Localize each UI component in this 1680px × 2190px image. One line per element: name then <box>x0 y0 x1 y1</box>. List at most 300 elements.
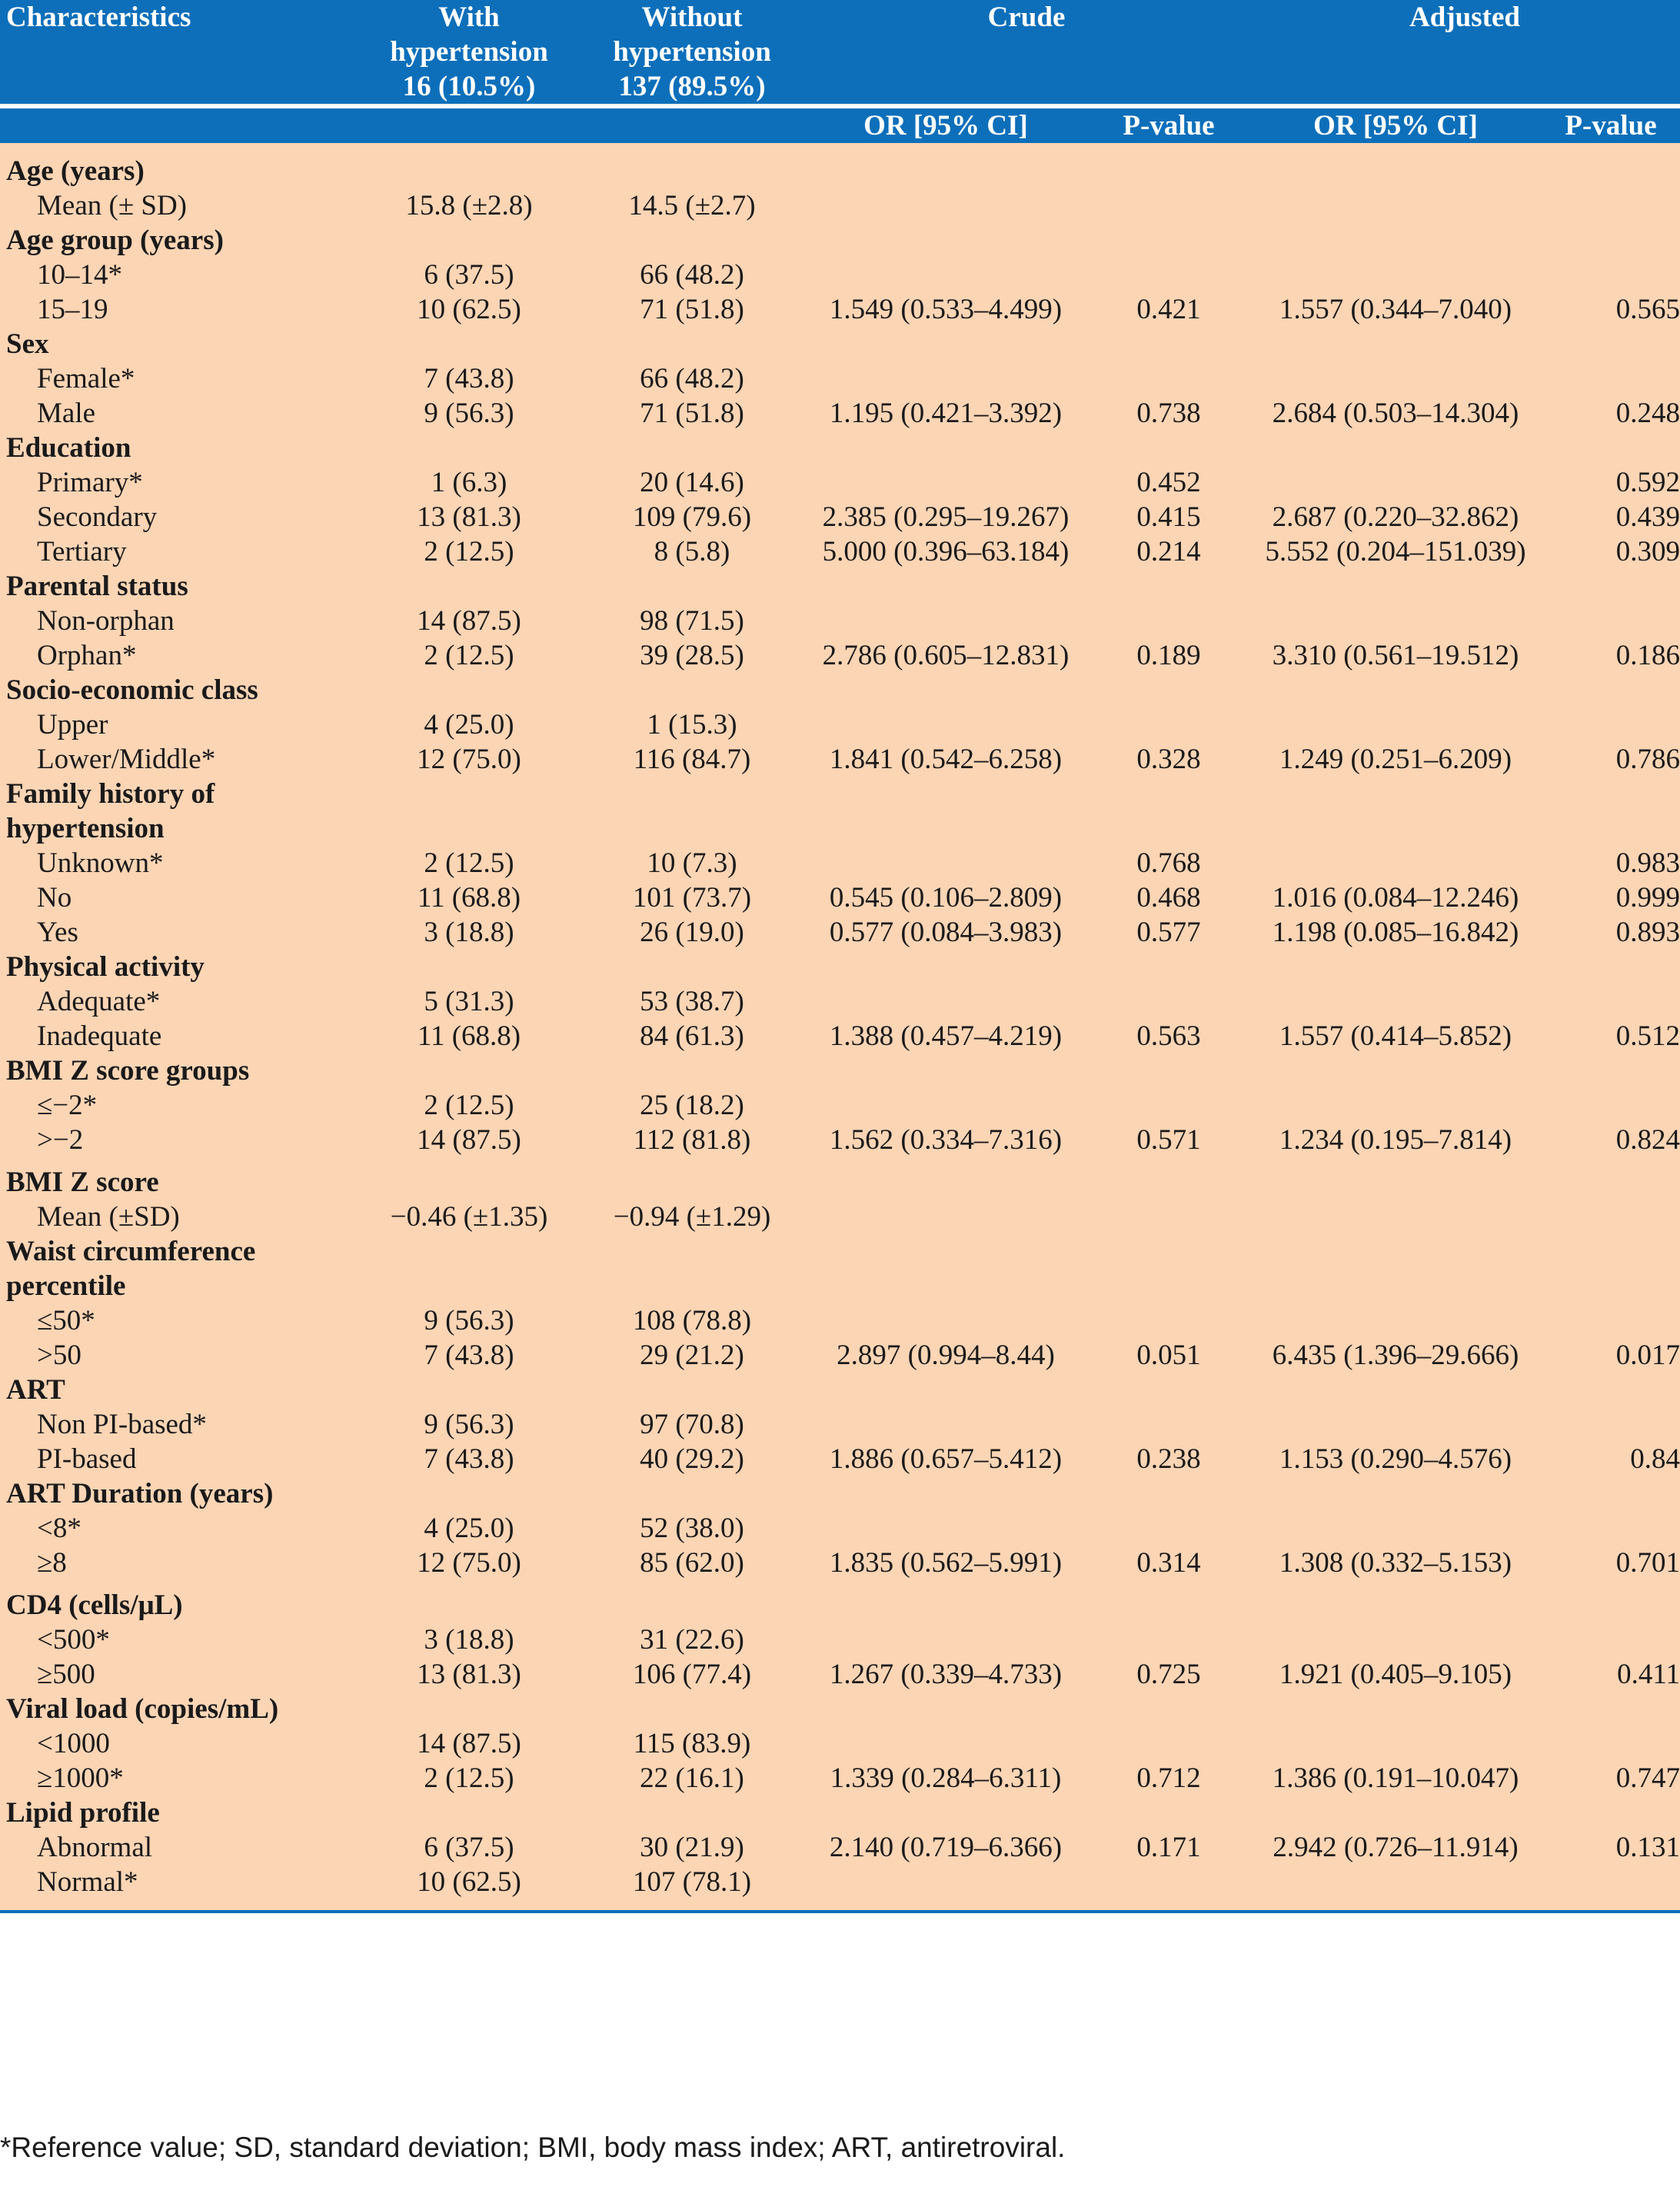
group-heading: Socio-economic class <box>0 673 1680 707</box>
crude-p-cell: 0.238 <box>1088 1442 1249 1476</box>
table-row <box>0 742 1680 777</box>
table-row <box>0 465 1680 500</box>
adjusted-or-cell: 1.016 (0.084–12.246) <box>1249 880 1542 915</box>
table-row <box>0 1865 1680 1899</box>
adjusted-p-cell <box>1542 1623 1680 1657</box>
adjusted-p-cell <box>1542 604 1680 638</box>
adjusted-p-cell <box>1542 1303 1680 1338</box>
adjusted-or-cell: 1.234 (0.195–7.814) <box>1249 1123 1542 1157</box>
group-heading-row <box>0 1692 1680 1726</box>
crude-or-cell <box>803 984 1088 1019</box>
adjusted-or-cell <box>1249 1200 1542 1234</box>
group-heading: hypertension <box>0 811 1680 846</box>
adjusted-or-cell <box>1249 1865 1542 1899</box>
crude-or-cell <box>803 1303 1088 1338</box>
without-hypertension-cell: 66 (48.2) <box>581 361 803 396</box>
table-row <box>0 984 1680 1019</box>
adjusted-or-cell: 3.310 (0.561–19.512) <box>1249 638 1542 673</box>
adjusted-or-cell <box>1249 1407 1542 1442</box>
with-hypertension-cell: 14 (87.5) <box>358 1726 581 1761</box>
row-label: No <box>0 880 358 915</box>
table-row <box>0 1407 1680 1442</box>
without-hypertension-cell: 22 (16.1) <box>581 1761 803 1796</box>
header-adjusted-p: P-value <box>1542 108 1680 143</box>
group-heading: Waist circumference <box>0 1234 1680 1269</box>
without-hypertension-cell: 1 (15.3) <box>581 707 803 742</box>
group-heading: ART <box>0 1373 1680 1407</box>
crude-p-cell: 0.051 <box>1088 1338 1249 1373</box>
with-hypertension-cell: 15.8 (±2.8) <box>358 188 581 223</box>
group-heading: Lipid profile <box>0 1796 1680 1830</box>
table-row <box>0 1546 1680 1580</box>
group-heading: Education <box>0 431 1680 465</box>
with-hypertension-cell: 2 (12.5) <box>358 638 581 673</box>
group-heading: percentile <box>0 1269 1680 1303</box>
adjusted-or-cell <box>1249 1088 1542 1123</box>
crude-or-cell: 1.388 (0.457–4.219) <box>803 1019 1088 1053</box>
crude-or-cell <box>803 465 1088 500</box>
row-label: <1000 <box>0 1726 358 1761</box>
group-heading: Viral load (copies/mL) <box>0 1692 1680 1726</box>
crude-p-cell: 0.577 <box>1088 915 1249 950</box>
with-hypertension-cell: −0.46 (±1.35) <box>358 1200 581 1234</box>
without-hypertension-cell: 109 (79.6) <box>581 500 803 534</box>
adjusted-p-cell <box>1542 258 1680 292</box>
crude-or-cell: 2.897 (0.994–8.44) <box>803 1338 1088 1373</box>
table-row <box>0 1761 1680 1796</box>
crude-p-cell: 0.328 <box>1088 742 1249 777</box>
row-label: Normal* <box>0 1865 358 1899</box>
with-hypertension-cell: 11 (68.8) <box>358 1019 581 1053</box>
with-hypertension-cell: 2 (12.5) <box>358 1088 581 1123</box>
row-label: Upper <box>0 707 358 742</box>
adjusted-or-cell <box>1249 361 1542 396</box>
without-hypertension-cell: 84 (61.3) <box>581 1019 803 1053</box>
crude-p-cell: 0.725 <box>1088 1657 1249 1692</box>
with-hypertension-cell: 2 (12.5) <box>358 1761 581 1796</box>
crude-p-cell <box>1088 1865 1249 1899</box>
with-hypertension-cell: 3 (18.8) <box>358 1623 581 1657</box>
group-heading: BMI Z score groups <box>0 1053 1680 1088</box>
adjusted-or-cell <box>1249 707 1542 742</box>
crude-or-cell: 1.835 (0.562–5.991) <box>803 1546 1088 1580</box>
adjusted-p-cell: 0.747 <box>1542 1761 1680 1796</box>
table-row <box>0 638 1680 673</box>
adjusted-p-cell: 0.999 <box>1542 880 1680 915</box>
crude-p-cell: 0.768 <box>1088 846 1249 880</box>
without-hypertension-cell: 71 (51.8) <box>581 396 803 431</box>
without-hypertension-cell: 85 (62.0) <box>581 1546 803 1580</box>
header-adjusted: Adjusted <box>1249 0 1680 104</box>
crude-or-cell <box>803 1623 1088 1657</box>
adjusted-or-cell: 1.198 (0.085–16.842) <box>1249 915 1542 950</box>
crude-or-cell: 1.841 (0.542–6.258) <box>803 742 1088 777</box>
table-row <box>0 188 1680 223</box>
adjusted-or-cell: 2.684 (0.503–14.304) <box>1249 396 1542 431</box>
header-crude: Crude <box>803 0 1249 104</box>
header-sub-empty <box>358 108 581 143</box>
adjusted-p-cell <box>1542 1088 1680 1123</box>
crude-p-cell <box>1088 361 1249 396</box>
without-hypertension-cell: 66 (48.2) <box>581 258 803 292</box>
with-hypertension-cell: 2 (12.5) <box>358 846 581 880</box>
table-row <box>0 500 1680 534</box>
row-label: Secondary <box>0 500 358 534</box>
adjusted-or-cell <box>1249 188 1542 223</box>
adjusted-p-cell: 0.309 <box>1542 534 1680 569</box>
adjusted-p-cell <box>1542 1200 1680 1234</box>
table-row <box>0 534 1680 569</box>
group-heading: Age group (years) <box>0 223 1680 258</box>
adjusted-p-cell: 0.565 <box>1542 292 1680 327</box>
without-hypertension-cell: 101 (73.7) <box>581 880 803 915</box>
with-hypertension-cell: 11 (68.8) <box>358 880 581 915</box>
table-footnote: *Reference value; SD, standard deviation; BMI, body mass index; ART, antiretroviral. <box>0 2132 1066 2163</box>
adjusted-or-cell: 2.942 (0.726–11.914) <box>1249 1830 1542 1865</box>
row-label: ≥8 <box>0 1546 358 1580</box>
crude-or-cell: 1.195 (0.421–3.392) <box>803 396 1088 431</box>
crude-p-cell: 0.468 <box>1088 880 1249 915</box>
crude-p-cell: 0.314 <box>1088 1546 1249 1580</box>
without-hypertension-cell: 25 (18.2) <box>581 1088 803 1123</box>
with-hypertension-cell: 3 (18.8) <box>358 915 581 950</box>
crude-or-cell <box>803 1088 1088 1123</box>
with-hypertension-cell: 10 (62.5) <box>358 1865 581 1899</box>
row-label: Adequate* <box>0 984 358 1019</box>
without-hypertension-cell: 20 (14.6) <box>581 465 803 500</box>
row-label: Non PI-based* <box>0 1407 358 1442</box>
adjusted-or-cell: 6.435 (1.396–29.666) <box>1249 1338 1542 1373</box>
without-hypertension-cell: 26 (19.0) <box>581 915 803 950</box>
adjusted-or-cell <box>1249 258 1542 292</box>
header-row-main <box>0 0 1680 104</box>
with-hypertension-cell: 4 (25.0) <box>358 1511 581 1546</box>
row-label: Unknown* <box>0 846 358 880</box>
without-hypertension-cell: 112 (81.8) <box>581 1123 803 1157</box>
crude-p-cell: 0.189 <box>1088 638 1249 673</box>
row-label: Orphan* <box>0 638 358 673</box>
crude-p-cell: 0.738 <box>1088 396 1249 431</box>
row-label: 15–19 <box>0 292 358 327</box>
adjusted-or-cell: 1.153 (0.290–4.576) <box>1249 1442 1542 1476</box>
group-heading-row <box>0 431 1680 465</box>
with-hypertension-cell: 4 (25.0) <box>358 707 581 742</box>
crude-or-cell <box>803 846 1088 880</box>
rule-cell <box>0 1910 1680 1913</box>
row-label: ≤−2* <box>0 1088 358 1123</box>
group-heading-row <box>0 1157 1680 1200</box>
header-crude-p: P-value <box>1088 108 1249 143</box>
table-row <box>0 292 1680 327</box>
without-hypertension-cell: 108 (78.8) <box>581 1303 803 1338</box>
adjusted-p-cell <box>1542 1865 1680 1899</box>
without-hypertension-cell: 40 (29.2) <box>581 1442 803 1476</box>
crude-p-cell <box>1088 1623 1249 1657</box>
with-hypertension-cell: 14 (87.5) <box>358 1123 581 1157</box>
with-hypertension-cell: 1 (6.3) <box>358 465 581 500</box>
with-hypertension-cell: 10 (62.5) <box>358 292 581 327</box>
without-hypertension-cell: 71 (51.8) <box>581 292 803 327</box>
group-heading-row <box>0 1053 1680 1088</box>
table-row <box>0 361 1680 396</box>
table-row <box>0 1088 1680 1123</box>
with-hypertension-cell: 7 (43.8) <box>358 1442 581 1476</box>
adjusted-or-cell: 5.552 (0.204–151.039) <box>1249 534 1542 569</box>
table-row <box>0 396 1680 431</box>
adjusted-p-cell: 0.017 <box>1542 1338 1680 1373</box>
adjusted-p-cell: 0.786 <box>1542 742 1680 777</box>
table-row <box>0 707 1680 742</box>
with-hypertension-cell: 12 (75.0) <box>358 1546 581 1580</box>
group-heading-row <box>0 1269 1680 1303</box>
crude-or-cell <box>803 1407 1088 1442</box>
adjusted-or-cell <box>1249 984 1542 1019</box>
adjusted-p-cell: 0.512 <box>1542 1019 1680 1053</box>
crude-or-cell: 2.385 (0.295–19.267) <box>803 500 1088 534</box>
header-crude-or: OR [95% CI] <box>803 108 1088 143</box>
group-heading-row <box>0 811 1680 846</box>
with-hypertension-cell: 13 (81.3) <box>358 1657 581 1692</box>
crude-p-cell <box>1088 1200 1249 1234</box>
table-row <box>0 846 1680 880</box>
crude-p-cell <box>1088 188 1249 223</box>
crude-p-cell: 0.214 <box>1088 534 1249 569</box>
adjusted-p-cell: 0.701 <box>1542 1546 1680 1580</box>
header-with-line-2: hypertension <box>390 36 548 68</box>
row-label: Abnormal <box>0 1830 358 1865</box>
adjusted-or-cell <box>1249 1511 1542 1546</box>
with-hypertension-cell: 7 (43.8) <box>358 361 581 396</box>
crude-or-cell <box>803 707 1088 742</box>
row-label: Mean (± SD) <box>0 188 358 223</box>
without-hypertension-cell: 52 (38.0) <box>581 1511 803 1546</box>
header-row-sub <box>0 108 1680 143</box>
header-without-line-2: hypertension <box>613 36 771 68</box>
with-hypertension-cell: 9 (56.3) <box>358 1407 581 1442</box>
crude-or-cell <box>803 361 1088 396</box>
group-heading-row <box>0 1580 1680 1623</box>
row-label: PI-based <box>0 1442 358 1476</box>
spacer-cell <box>0 1899 1680 1910</box>
group-heading-row <box>0 1373 1680 1407</box>
group-heading-row <box>0 1476 1680 1511</box>
header-with-line-1: With <box>438 2 500 33</box>
table-row <box>0 1123 1680 1157</box>
crude-p-cell <box>1088 1407 1249 1442</box>
crude-p-cell <box>1088 258 1249 292</box>
adjusted-or-cell <box>1249 846 1542 880</box>
with-hypertension-cell: 5 (31.3) <box>358 984 581 1019</box>
group-heading-row <box>0 154 1680 188</box>
adjusted-p-cell <box>1542 1407 1680 1442</box>
adjusted-or-cell: 1.308 (0.332–5.153) <box>1249 1546 1542 1580</box>
row-label: Lower/Middle* <box>0 742 358 777</box>
crude-p-cell: 0.415 <box>1088 500 1249 534</box>
row-label: Male <box>0 396 358 431</box>
table-row <box>0 1303 1680 1338</box>
header-adjusted-or: OR [95% CI] <box>1249 108 1542 143</box>
crude-or-cell <box>803 1200 1088 1234</box>
table-row <box>0 1511 1680 1546</box>
group-heading-row <box>0 327 1680 361</box>
row-label: Non-orphan <box>0 604 358 638</box>
adjusted-p-cell: 0.248 <box>1542 396 1680 431</box>
header-characteristics: Characteristics <box>0 0 358 104</box>
crude-or-cell <box>803 604 1088 638</box>
crude-or-cell <box>803 1726 1088 1761</box>
crude-or-cell: 5.000 (0.396–63.184) <box>803 534 1088 569</box>
table-row <box>0 880 1680 915</box>
with-hypertension-cell: 12 (75.0) <box>358 742 581 777</box>
spacer-cell <box>0 143 1680 154</box>
adjusted-or-cell <box>1249 1623 1542 1657</box>
crude-p-cell: 0.171 <box>1088 1830 1249 1865</box>
adjusted-p-cell: 0.131 <box>1542 1830 1680 1865</box>
row-label: Yes <box>0 915 358 950</box>
group-heading-row <box>0 569 1680 604</box>
adjusted-or-cell <box>1249 604 1542 638</box>
crude-p-cell: 0.421 <box>1088 292 1249 327</box>
crude-or-cell: 0.577 (0.084–3.983) <box>803 915 1088 950</box>
table-row <box>0 915 1680 950</box>
without-hypertension-cell: 8 (5.8) <box>581 534 803 569</box>
row-label: ≥1000* <box>0 1761 358 1796</box>
row-label: Primary* <box>0 465 358 500</box>
row-label: Mean (±SD) <box>0 1200 358 1234</box>
crude-p-cell <box>1088 1088 1249 1123</box>
without-hypertension-cell: 106 (77.4) <box>581 1657 803 1692</box>
row-label: >−2 <box>0 1123 358 1157</box>
adjusted-or-cell <box>1249 465 1542 500</box>
header-without-line-3: 137 (89.5%) <box>618 71 766 102</box>
group-heading: BMI Z score <box>0 1157 1680 1200</box>
header-sub-empty <box>0 108 358 143</box>
adjusted-p-cell <box>1542 984 1680 1019</box>
crude-or-cell: 1.562 (0.334–7.316) <box>803 1123 1088 1157</box>
group-heading-row <box>0 777 1680 811</box>
adjusted-p-cell: 0.893 <box>1542 915 1680 950</box>
without-hypertension-cell: 107 (78.1) <box>581 1865 803 1899</box>
with-hypertension-cell: 6 (37.5) <box>358 1830 581 1865</box>
without-hypertension-cell: 29 (21.2) <box>581 1338 803 1373</box>
row-label: <500* <box>0 1623 358 1657</box>
adjusted-p-cell: 0.84 <box>1542 1442 1680 1476</box>
adjusted-or-cell: 1.921 (0.405–9.105) <box>1249 1657 1542 1692</box>
without-hypertension-cell: 14.5 (±2.7) <box>581 188 803 223</box>
table-row <box>0 1338 1680 1373</box>
adjusted-or-cell: 1.557 (0.414–5.852) <box>1249 1019 1542 1053</box>
with-hypertension-cell: 7 (43.8) <box>358 1338 581 1373</box>
crude-or-cell <box>803 258 1088 292</box>
with-hypertension-cell: 2 (12.5) <box>358 534 581 569</box>
adjusted-p-cell: 0.824 <box>1542 1123 1680 1157</box>
crude-p-cell <box>1088 1726 1249 1761</box>
group-heading: ART Duration (years) <box>0 1476 1680 1511</box>
group-heading-row <box>0 1234 1680 1269</box>
header-without-hypertension <box>581 0 803 104</box>
group-heading-row <box>0 950 1680 984</box>
without-hypertension-cell: 98 (71.5) <box>581 604 803 638</box>
crude-or-cell <box>803 1865 1088 1899</box>
crude-p-cell: 0.712 <box>1088 1761 1249 1796</box>
group-heading-row <box>0 223 1680 258</box>
crude-or-cell <box>803 1511 1088 1546</box>
adjusted-p-cell: 0.186 <box>1542 638 1680 673</box>
row-label: ≤50* <box>0 1303 358 1338</box>
without-hypertension-cell: 116 (84.7) <box>581 742 803 777</box>
row-label: Female* <box>0 361 358 396</box>
with-hypertension-cell: 9 (56.3) <box>358 1303 581 1338</box>
adjusted-or-cell: 1.386 (0.191–10.047) <box>1249 1761 1542 1796</box>
adjusted-p-cell: 0.439 <box>1542 500 1680 534</box>
table-row <box>0 1657 1680 1692</box>
adjusted-p-cell <box>1542 361 1680 396</box>
crude-p-cell <box>1088 984 1249 1019</box>
row-label: Inadequate <box>0 1019 358 1053</box>
group-heading: Physical activity <box>0 950 1680 984</box>
row-label: 10–14* <box>0 258 358 292</box>
adjusted-p-cell <box>1542 1511 1680 1546</box>
with-hypertension-cell: 9 (56.3) <box>358 396 581 431</box>
without-hypertension-cell: 30 (21.9) <box>581 1830 803 1865</box>
without-hypertension-cell: 39 (28.5) <box>581 638 803 673</box>
row-label: >50 <box>0 1338 358 1373</box>
crude-p-cell: 0.452 <box>1088 465 1249 500</box>
adjusted-p-cell: 0.411 <box>1542 1657 1680 1692</box>
crude-or-cell: 1.339 (0.284–6.311) <box>803 1761 1088 1796</box>
row-label: <8* <box>0 1511 358 1546</box>
crude-or-cell: 2.140 (0.719–6.366) <box>803 1830 1088 1865</box>
crude-p-cell <box>1088 604 1249 638</box>
table-top-spacer <box>0 143 1680 154</box>
table-row <box>0 1442 1680 1476</box>
without-hypertension-cell: 115 (83.9) <box>581 1726 803 1761</box>
table-row <box>0 1200 1680 1234</box>
adjusted-p-cell <box>1542 1726 1680 1761</box>
group-heading: CD4 (cells/μL) <box>0 1580 1680 1623</box>
adjusted-or-cell <box>1249 1303 1542 1338</box>
table-row <box>0 604 1680 638</box>
table-bottom-rule <box>0 1910 1680 1913</box>
group-heading-row <box>0 1796 1680 1830</box>
without-hypertension-cell: 10 (7.3) <box>581 846 803 880</box>
without-hypertension-cell: 31 (22.6) <box>581 1623 803 1657</box>
adjusted-or-cell: 1.557 (0.344–7.040) <box>1249 292 1542 327</box>
crude-or-cell: 1.549 (0.533–4.499) <box>803 292 1088 327</box>
header-with-line-3: 16 (10.5%) <box>402 71 536 102</box>
with-hypertension-cell: 14 (87.5) <box>358 604 581 638</box>
group-heading: Sex <box>0 327 1680 361</box>
crude-p-cell <box>1088 1511 1249 1546</box>
table-bottom-spacer <box>0 1899 1680 1910</box>
adjusted-p-cell: 0.983 <box>1542 846 1680 880</box>
crude-or-cell <box>803 188 1088 223</box>
without-hypertension-cell: −0.94 (±1.29) <box>581 1200 803 1234</box>
crude-or-cell: 0.545 (0.106–2.809) <box>803 880 1088 915</box>
group-heading-row <box>0 673 1680 707</box>
table-row <box>0 1623 1680 1657</box>
crude-p-cell: 0.571 <box>1088 1123 1249 1157</box>
header-with-hypertension <box>358 0 581 104</box>
adjusted-or-cell <box>1249 1726 1542 1761</box>
group-heading: Age (years) <box>0 154 1680 188</box>
crude-or-cell: 1.267 (0.339–4.733) <box>803 1657 1088 1692</box>
crude-p-cell <box>1088 707 1249 742</box>
group-heading: Parental status <box>0 569 1680 604</box>
without-hypertension-cell: 97 (70.8) <box>581 1407 803 1442</box>
without-hypertension-cell: 53 (38.7) <box>581 984 803 1019</box>
with-hypertension-cell: 6 (37.5) <box>358 258 581 292</box>
